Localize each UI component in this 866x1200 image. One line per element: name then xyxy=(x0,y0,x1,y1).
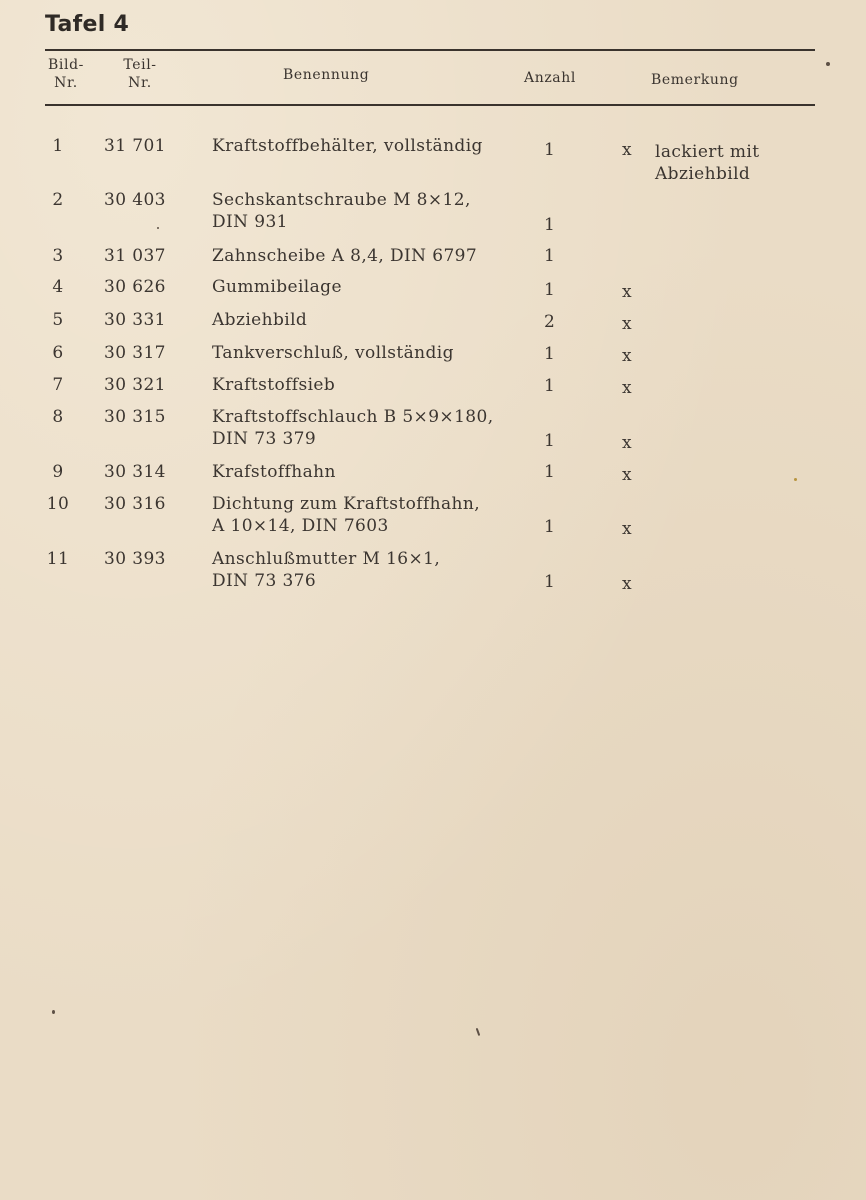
header-top-rule xyxy=(45,49,815,51)
mark: x xyxy=(622,378,632,398)
teil-nr: 30 403 xyxy=(104,190,166,210)
paper-speck xyxy=(794,478,797,481)
teil-nr: 30 331 xyxy=(104,310,166,330)
mark: x xyxy=(622,465,632,485)
anzahl: 1 xyxy=(544,517,556,537)
mark: x xyxy=(622,519,632,539)
paper-speck xyxy=(52,1010,55,1014)
benennung-line1: Anschlußmutter M 16×1, xyxy=(212,549,441,569)
column-header-teil-line1: Teil- xyxy=(123,57,157,73)
benennung xyxy=(212,493,480,537)
teil-nr: 31 037 xyxy=(104,246,166,266)
column-header-teil-nr xyxy=(112,56,168,92)
benennung: Abziehbild xyxy=(212,310,308,330)
benennung-line2: DIN 73 379 xyxy=(212,429,317,449)
benennung-line2: DIN 931 xyxy=(212,212,288,232)
teil-nr: 30 316 xyxy=(104,494,166,514)
mark: x xyxy=(622,282,632,302)
page-title: Tafel 4 xyxy=(45,12,130,37)
teil-nr: 30 314 xyxy=(104,462,166,482)
teil-nr: 30 321 xyxy=(104,375,166,395)
column-header-benennung: Benennung xyxy=(283,67,370,83)
mark: x xyxy=(622,574,632,594)
benennung-line1: Dichtung zum Kraftstoffhahn, xyxy=(212,494,481,514)
paper-speck xyxy=(476,1028,480,1036)
teil-nr: 30 317 xyxy=(104,343,166,363)
bild-nr: 5 xyxy=(52,310,64,330)
benennung: Tankverschluß, vollständig xyxy=(212,343,454,363)
bild-nr: 8 xyxy=(52,407,64,427)
anzahl: 1 xyxy=(544,462,556,482)
benennung xyxy=(212,189,471,233)
column-header-anzahl: Anzahl xyxy=(524,70,576,86)
header-bottom-rule xyxy=(45,104,815,106)
benennung-line2: DIN 73 376 xyxy=(212,571,317,591)
benennung: Kraftstoffsieb xyxy=(212,375,336,395)
teil-nr: 30 393 xyxy=(104,549,166,569)
bemerkung-line1: lackiert mit xyxy=(655,142,760,162)
paper-speck xyxy=(157,227,159,229)
bild-nr: 9 xyxy=(52,462,64,482)
benennung-line1: Sechskantschraube M 8×12, xyxy=(212,190,471,210)
column-header-bild-line1: Bild- xyxy=(48,57,84,73)
paper-speck xyxy=(826,62,830,66)
bild-nr: 6 xyxy=(52,343,64,363)
bild-nr: 11 xyxy=(46,549,70,569)
bild-nr: 2 xyxy=(52,190,64,210)
benennung xyxy=(212,548,440,592)
mark: x xyxy=(622,140,632,160)
column-header-bemerkung: Bemerkung xyxy=(651,72,739,88)
anzahl: 1 xyxy=(544,246,556,266)
anzahl: 1 xyxy=(544,215,556,235)
anzahl: 1 xyxy=(544,572,556,592)
teil-nr: 30 315 xyxy=(104,407,166,427)
teil-nr: 30 626 xyxy=(104,277,166,297)
benennung xyxy=(212,406,494,450)
benennung: Zahnscheibe A 8,4, DIN 6797 xyxy=(212,246,478,266)
anzahl: 1 xyxy=(544,376,556,396)
anzahl: 1 xyxy=(544,140,556,160)
teil-nr: 31 701 xyxy=(104,136,166,156)
bild-nr: 10 xyxy=(46,494,70,514)
bild-nr: 4 xyxy=(52,277,64,297)
mark: x xyxy=(622,433,632,453)
benennung: Krafstoffhahn xyxy=(212,462,336,482)
anzahl: 1 xyxy=(544,431,556,451)
bild-nr: 1 xyxy=(52,136,64,156)
column-header-teil-line2: Nr. xyxy=(128,75,152,91)
column-header-bild-line2: Nr. xyxy=(54,75,78,91)
benennung: Gummibeilage xyxy=(212,277,342,297)
bemerkung xyxy=(655,141,759,185)
anzahl: 1 xyxy=(544,280,556,300)
bild-nr: 7 xyxy=(52,375,64,395)
mark: x xyxy=(622,314,632,334)
bemerkung-line2: Abziehbild xyxy=(655,164,751,184)
benennung-line2: A 10×14, DIN 7603 xyxy=(212,516,389,536)
benennung-line1: Kraftstoffschlauch B 5×9×180, xyxy=(212,407,494,427)
benennung: Kraftstoffbehälter, vollständig xyxy=(212,136,483,156)
mark: x xyxy=(622,346,632,366)
column-header-bild-nr xyxy=(38,56,94,92)
anzahl: 2 xyxy=(544,312,556,332)
anzahl: 1 xyxy=(544,344,556,364)
bild-nr: 3 xyxy=(52,246,64,266)
